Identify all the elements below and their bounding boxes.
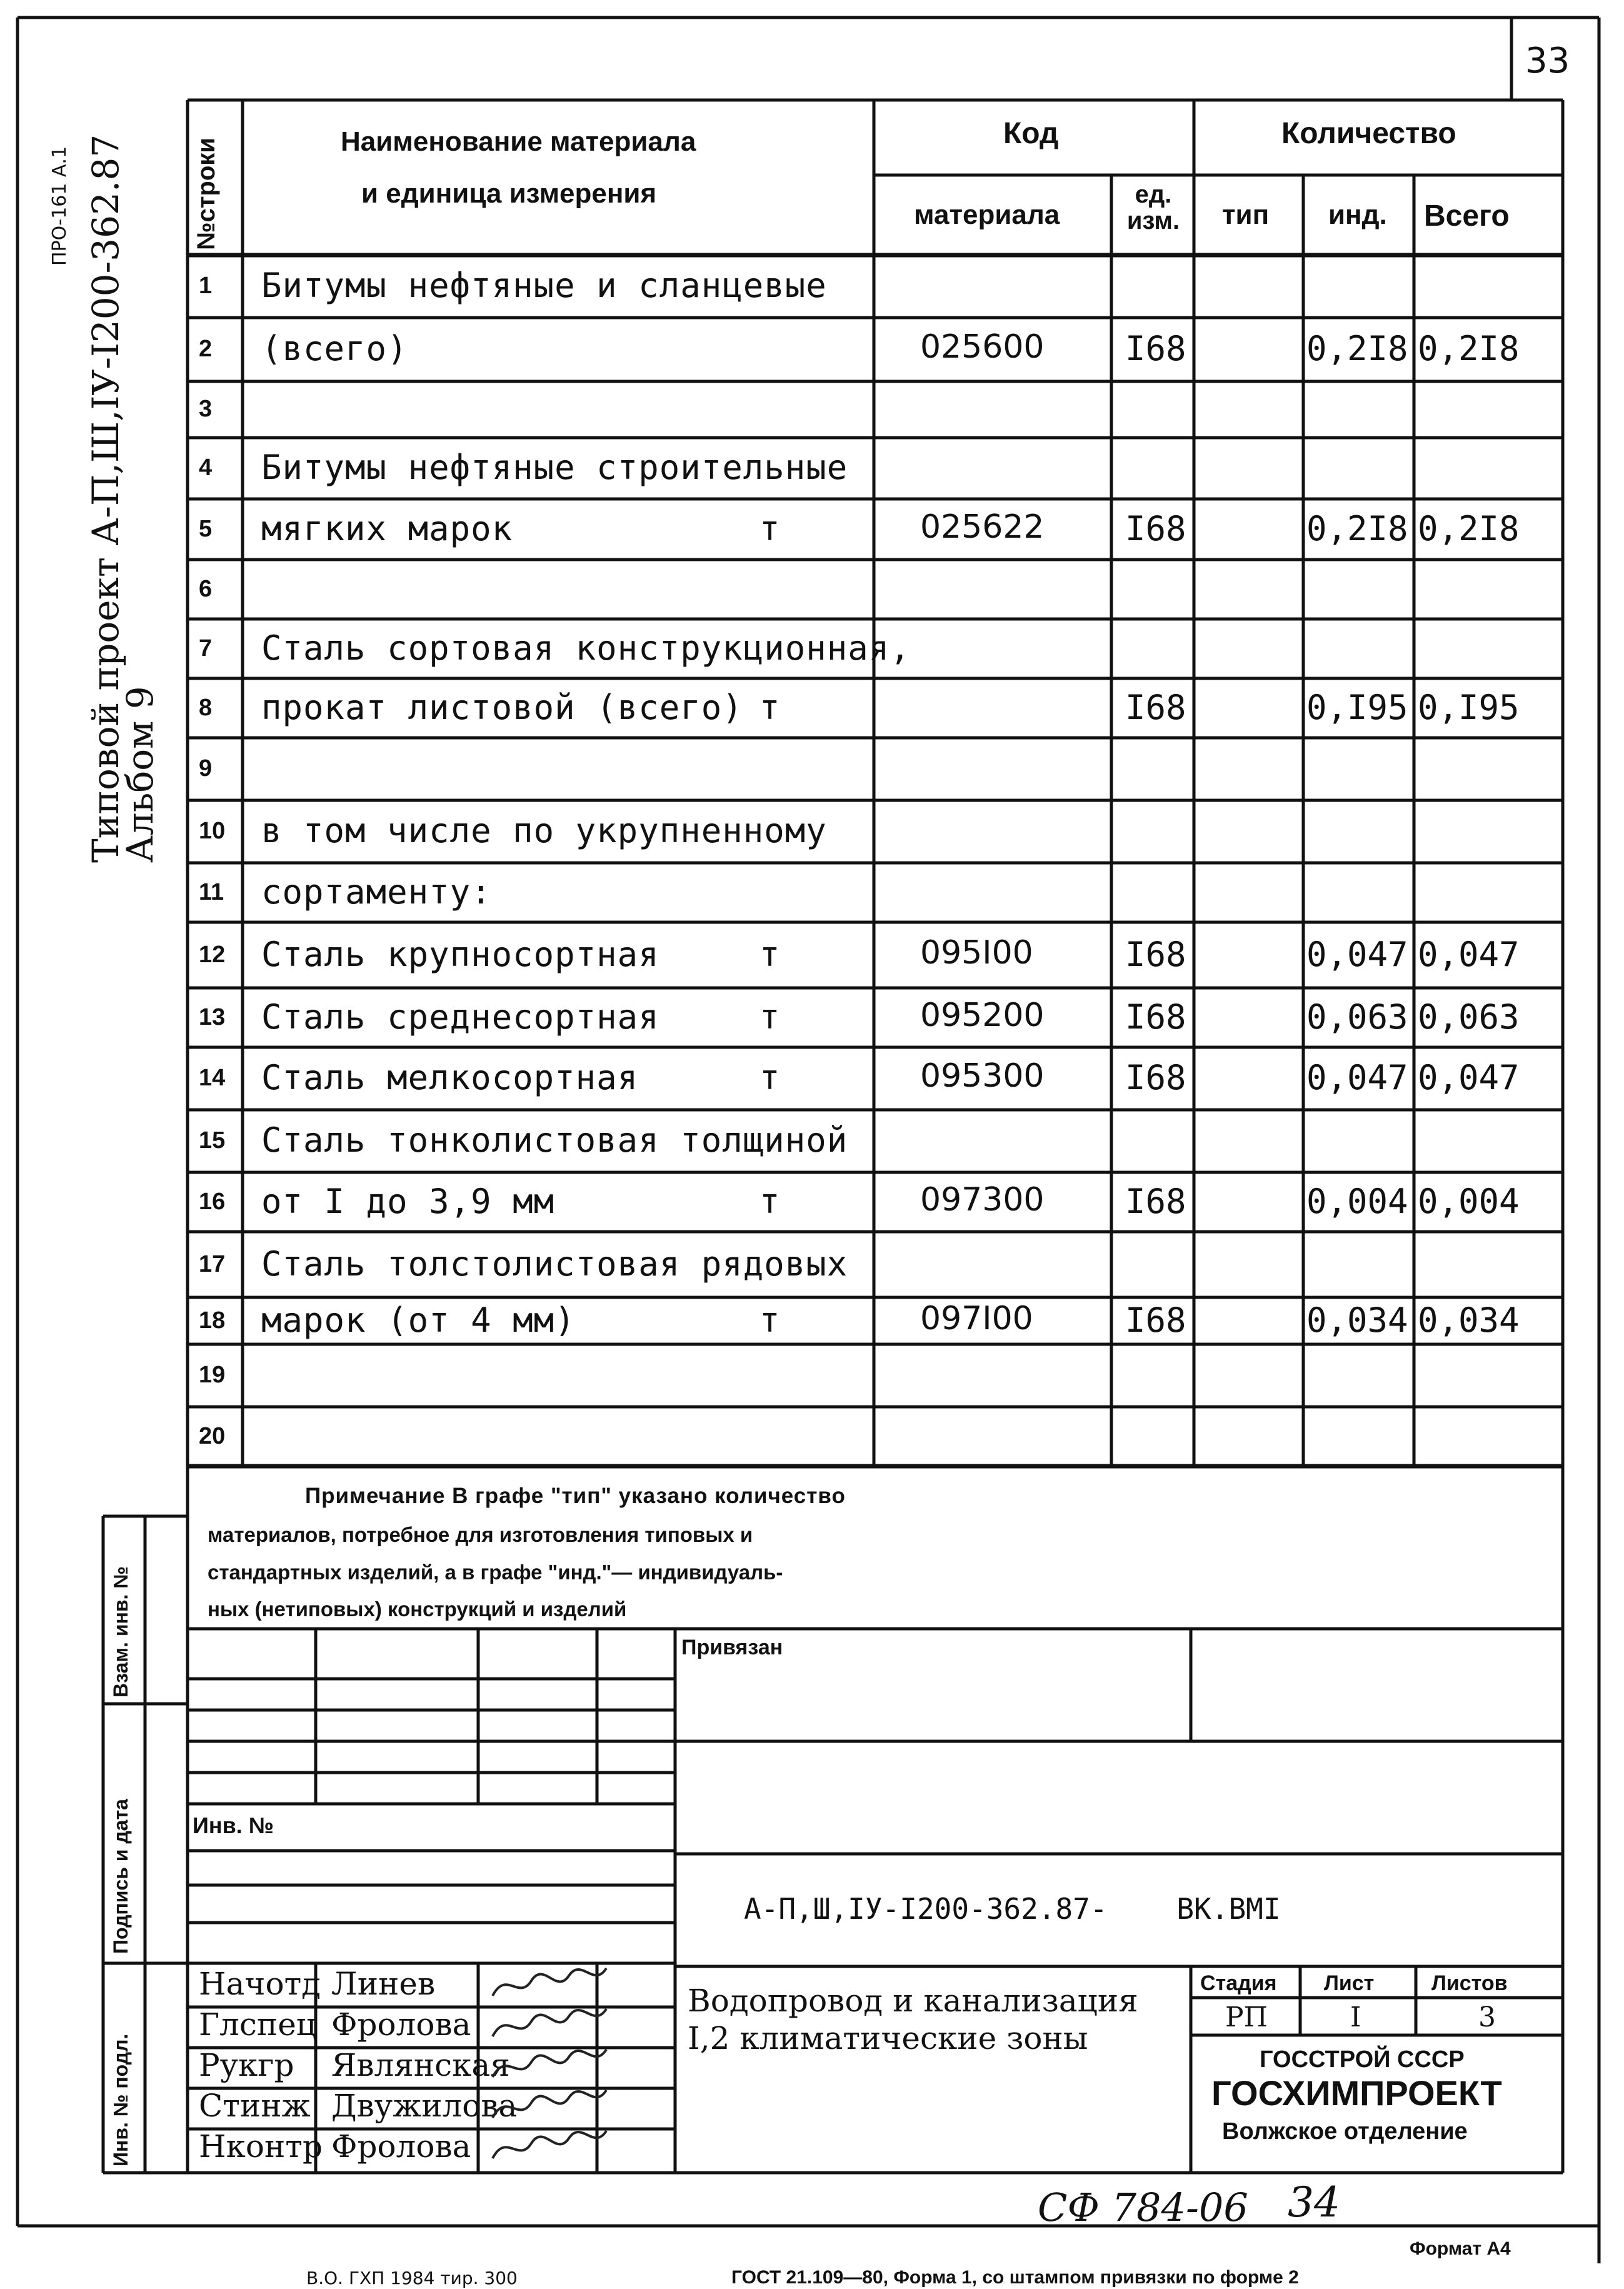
footer-right: ГОСТ 21.109—80, Форма 1, со штампом привязки по форме 2 <box>731 2267 1299 2288</box>
row-total-qty: 0,2I8 <box>1418 508 1520 548</box>
title-line-1: Водопровод и канализация <box>688 1983 1138 2019</box>
row-number: 8 <box>199 694 213 721</box>
signature-name: Линев <box>331 1966 436 2002</box>
row-name: прокат листовой (всего) <box>261 687 743 727</box>
signature-role: Нконтр <box>199 2128 323 2165</box>
list-label: Лист <box>1324 1971 1375 1995</box>
row-number: 12 <box>199 941 226 968</box>
row-number: 14 <box>199 1065 226 1091</box>
signature-scribble-icon <box>488 2045 613 2088</box>
row-number: 9 <box>199 755 213 782</box>
row-ind-qty: 0,2I8 <box>1306 329 1408 368</box>
note-line-4: ных (нетиповых) конструкций и изделий <box>208 1597 627 1621</box>
row-unit-code: I68 <box>1125 1181 1186 1221</box>
header-code-material: материала <box>914 199 1060 230</box>
header-code: Код <box>1003 117 1059 150</box>
note-line-1: Примечание В графе "тип" указано количество <box>305 1484 846 1508</box>
row-number: 7 <box>199 635 213 662</box>
row-code: 025600 <box>920 328 1045 366</box>
row-total-qty: 0,034 <box>1418 1300 1520 1340</box>
row-number: 19 <box>199 1362 226 1388</box>
row-number: 3 <box>199 396 213 422</box>
row-ind-qty: 0,034 <box>1306 1300 1408 1340</box>
signature-name: Фролова <box>331 2006 471 2043</box>
signature-role: Стинж <box>199 2088 311 2124</box>
row-unit-code: I68 <box>1125 329 1186 368</box>
row-unit-code: I68 <box>1125 997 1186 1037</box>
row-name: мягких марок <box>261 508 513 548</box>
project-line-2: Альбом 9 <box>119 686 161 863</box>
row-number: 6 <box>199 575 213 602</box>
listov-label: Листов <box>1431 1971 1508 1995</box>
signature-role: Начотд <box>199 1966 321 2002</box>
row-unit: т <box>759 934 781 974</box>
note-line-3: стандартных изделий, а в графе "инд."— индивидуаль- <box>208 1561 783 1584</box>
row-name: Сталь мелкосортная <box>261 1058 639 1097</box>
row-unit-code: I68 <box>1125 934 1186 974</box>
signature-scribble-icon <box>488 2085 613 2129</box>
org-line-3: Волжское отделение <box>1222 2118 1468 2145</box>
title-line-2: I,2 климатические зоны <box>688 2020 1088 2056</box>
row-code: 097I00 <box>920 1299 1033 1337</box>
row-name: Сталь тонколистовая толщиной <box>261 1120 848 1160</box>
row-total-qty: 0,047 <box>1418 1058 1520 1097</box>
row-ind-qty: 0,047 <box>1306 934 1408 974</box>
row-code: 095200 <box>920 996 1045 1034</box>
row-number: 18 <box>199 1307 226 1334</box>
handwritten-code: СФ 784-06 <box>1038 2185 1248 2230</box>
row-code: 097300 <box>920 1180 1045 1219</box>
row-number: 5 <box>199 515 213 542</box>
podpis-label: Подпись и дата <box>109 1799 132 1954</box>
row-unit-code: I68 <box>1125 1058 1186 1097</box>
row-name: от I до 3,9 мм <box>261 1181 555 1221</box>
inv-podl-label: Инв. № подл. <box>109 2033 132 2166</box>
vzam-label: Взам. инв. № <box>109 1566 132 1698</box>
row-ind-qty: 0,004 <box>1306 1181 1408 1221</box>
page-number: 33 <box>1525 41 1570 81</box>
row-name: (всего) <box>261 329 408 368</box>
header-code-unit: ед. изм. <box>1126 181 1180 234</box>
row-code: 095I00 <box>920 933 1033 972</box>
signature-name: Двужилова <box>331 2088 518 2124</box>
row-ind-qty: 0,2I8 <box>1306 508 1408 548</box>
row-ind-qty: 0,063 <box>1306 997 1408 1037</box>
signature-name: Являнская <box>331 2047 510 2083</box>
row-number: 10 <box>199 818 226 844</box>
header-name-line1: Наименование материала <box>341 126 696 157</box>
header-qty-ind: инд. <box>1328 199 1387 230</box>
row-code: 025622 <box>920 508 1045 546</box>
row-unit: т <box>759 1181 781 1221</box>
row-name: в том числе по укрупненному <box>261 811 827 850</box>
row-number: 20 <box>199 1422 226 1449</box>
header-name-line2: и единица измерения <box>361 178 657 209</box>
signature-scribble-icon <box>488 2004 613 2048</box>
handwritten-page: 34 <box>1288 2178 1340 2226</box>
privyazan-label: Привязан <box>681 1636 783 1659</box>
list-value: I <box>1350 2001 1361 2033</box>
row-name: Битумы нефтяные и сланцевые <box>261 266 827 305</box>
row-unit-code: I68 <box>1125 687 1186 727</box>
row-name: Сталь крупносортная <box>261 934 659 974</box>
row-name: Битумы нефтяные строительные <box>261 448 848 487</box>
row-total-qty: 0,047 <box>1418 934 1520 974</box>
header-row-num: №строки <box>193 138 220 250</box>
row-unit: т <box>759 1058 781 1097</box>
signature-role: Глспец <box>199 2006 316 2043</box>
note-line-2: материалов, потребное для изготовления типовых и <box>208 1523 753 1546</box>
row-number: 1 <box>199 273 213 299</box>
row-code: 095300 <box>920 1057 1045 1095</box>
row-unit-code: I68 <box>1125 1300 1186 1340</box>
row-name: Сталь толстолистовая рядовых <box>261 1244 848 1284</box>
row-total-qty: 0,004 <box>1418 1181 1520 1221</box>
footer-left: В.О. ГХП 1984 тир. 300 <box>306 2268 518 2288</box>
project-line-1: Типовой проект А-П,Ш,IУ-I200-362.87 <box>84 134 127 863</box>
row-name: Сталь среднесортная <box>261 997 659 1037</box>
row-total-qty: 0,I95 <box>1418 687 1520 727</box>
stadia-label: Стадия <box>1200 1971 1277 1995</box>
row-number: 4 <box>199 455 213 481</box>
document-code: А-П,Ш,IУ-I200-362.87- ВК.ВМI <box>744 1892 1281 1926</box>
row-unit: т <box>759 508 781 548</box>
inv-no-label: Инв. № <box>193 1813 274 1838</box>
row-number: 13 <box>199 1004 226 1030</box>
row-total-qty: 0,2I8 <box>1418 329 1520 368</box>
row-number: 16 <box>199 1188 226 1215</box>
signature-scribble-icon <box>488 2126 613 2170</box>
signature-role: Рукгр <box>199 2047 294 2083</box>
row-ind-qty: 0,047 <box>1306 1058 1408 1097</box>
row-unit-code: I68 <box>1125 508 1186 548</box>
row-number: 2 <box>199 336 213 362</box>
listov-value: 3 <box>1478 2001 1496 2033</box>
row-name: сортаменту: <box>261 872 492 912</box>
format-label: Формат А4 <box>1410 2238 1511 2259</box>
header-qty-type: тип <box>1222 199 1270 230</box>
signature-name: Фролова <box>331 2128 471 2165</box>
row-unit: т <box>759 1300 781 1340</box>
row-number: 11 <box>199 878 224 905</box>
row-unit: т <box>759 997 781 1037</box>
row-name: Сталь сортовая конструкционная, <box>261 628 911 668</box>
row-total-qty: 0,063 <box>1418 997 1520 1037</box>
signature-scribble-icon <box>488 1963 613 2007</box>
header-qty-total: Всего <box>1424 199 1510 233</box>
row-name: марок (от 4 мм) <box>261 1300 576 1340</box>
stadia-value: РП <box>1225 2001 1268 2033</box>
row-ind-qty: 0,I95 <box>1306 687 1408 727</box>
row-unit: т <box>759 687 781 727</box>
row-number: 15 <box>199 1127 226 1154</box>
top-code: ПРО-161 А.1 <box>49 146 71 266</box>
row-number: 17 <box>199 1250 226 1277</box>
org-line-1: ГОССТРОЙ СССР <box>1260 2046 1465 2073</box>
header-qty: Количество <box>1281 117 1456 150</box>
org-line-2: ГОСХИМПРОЕКТ <box>1211 2073 1502 2113</box>
